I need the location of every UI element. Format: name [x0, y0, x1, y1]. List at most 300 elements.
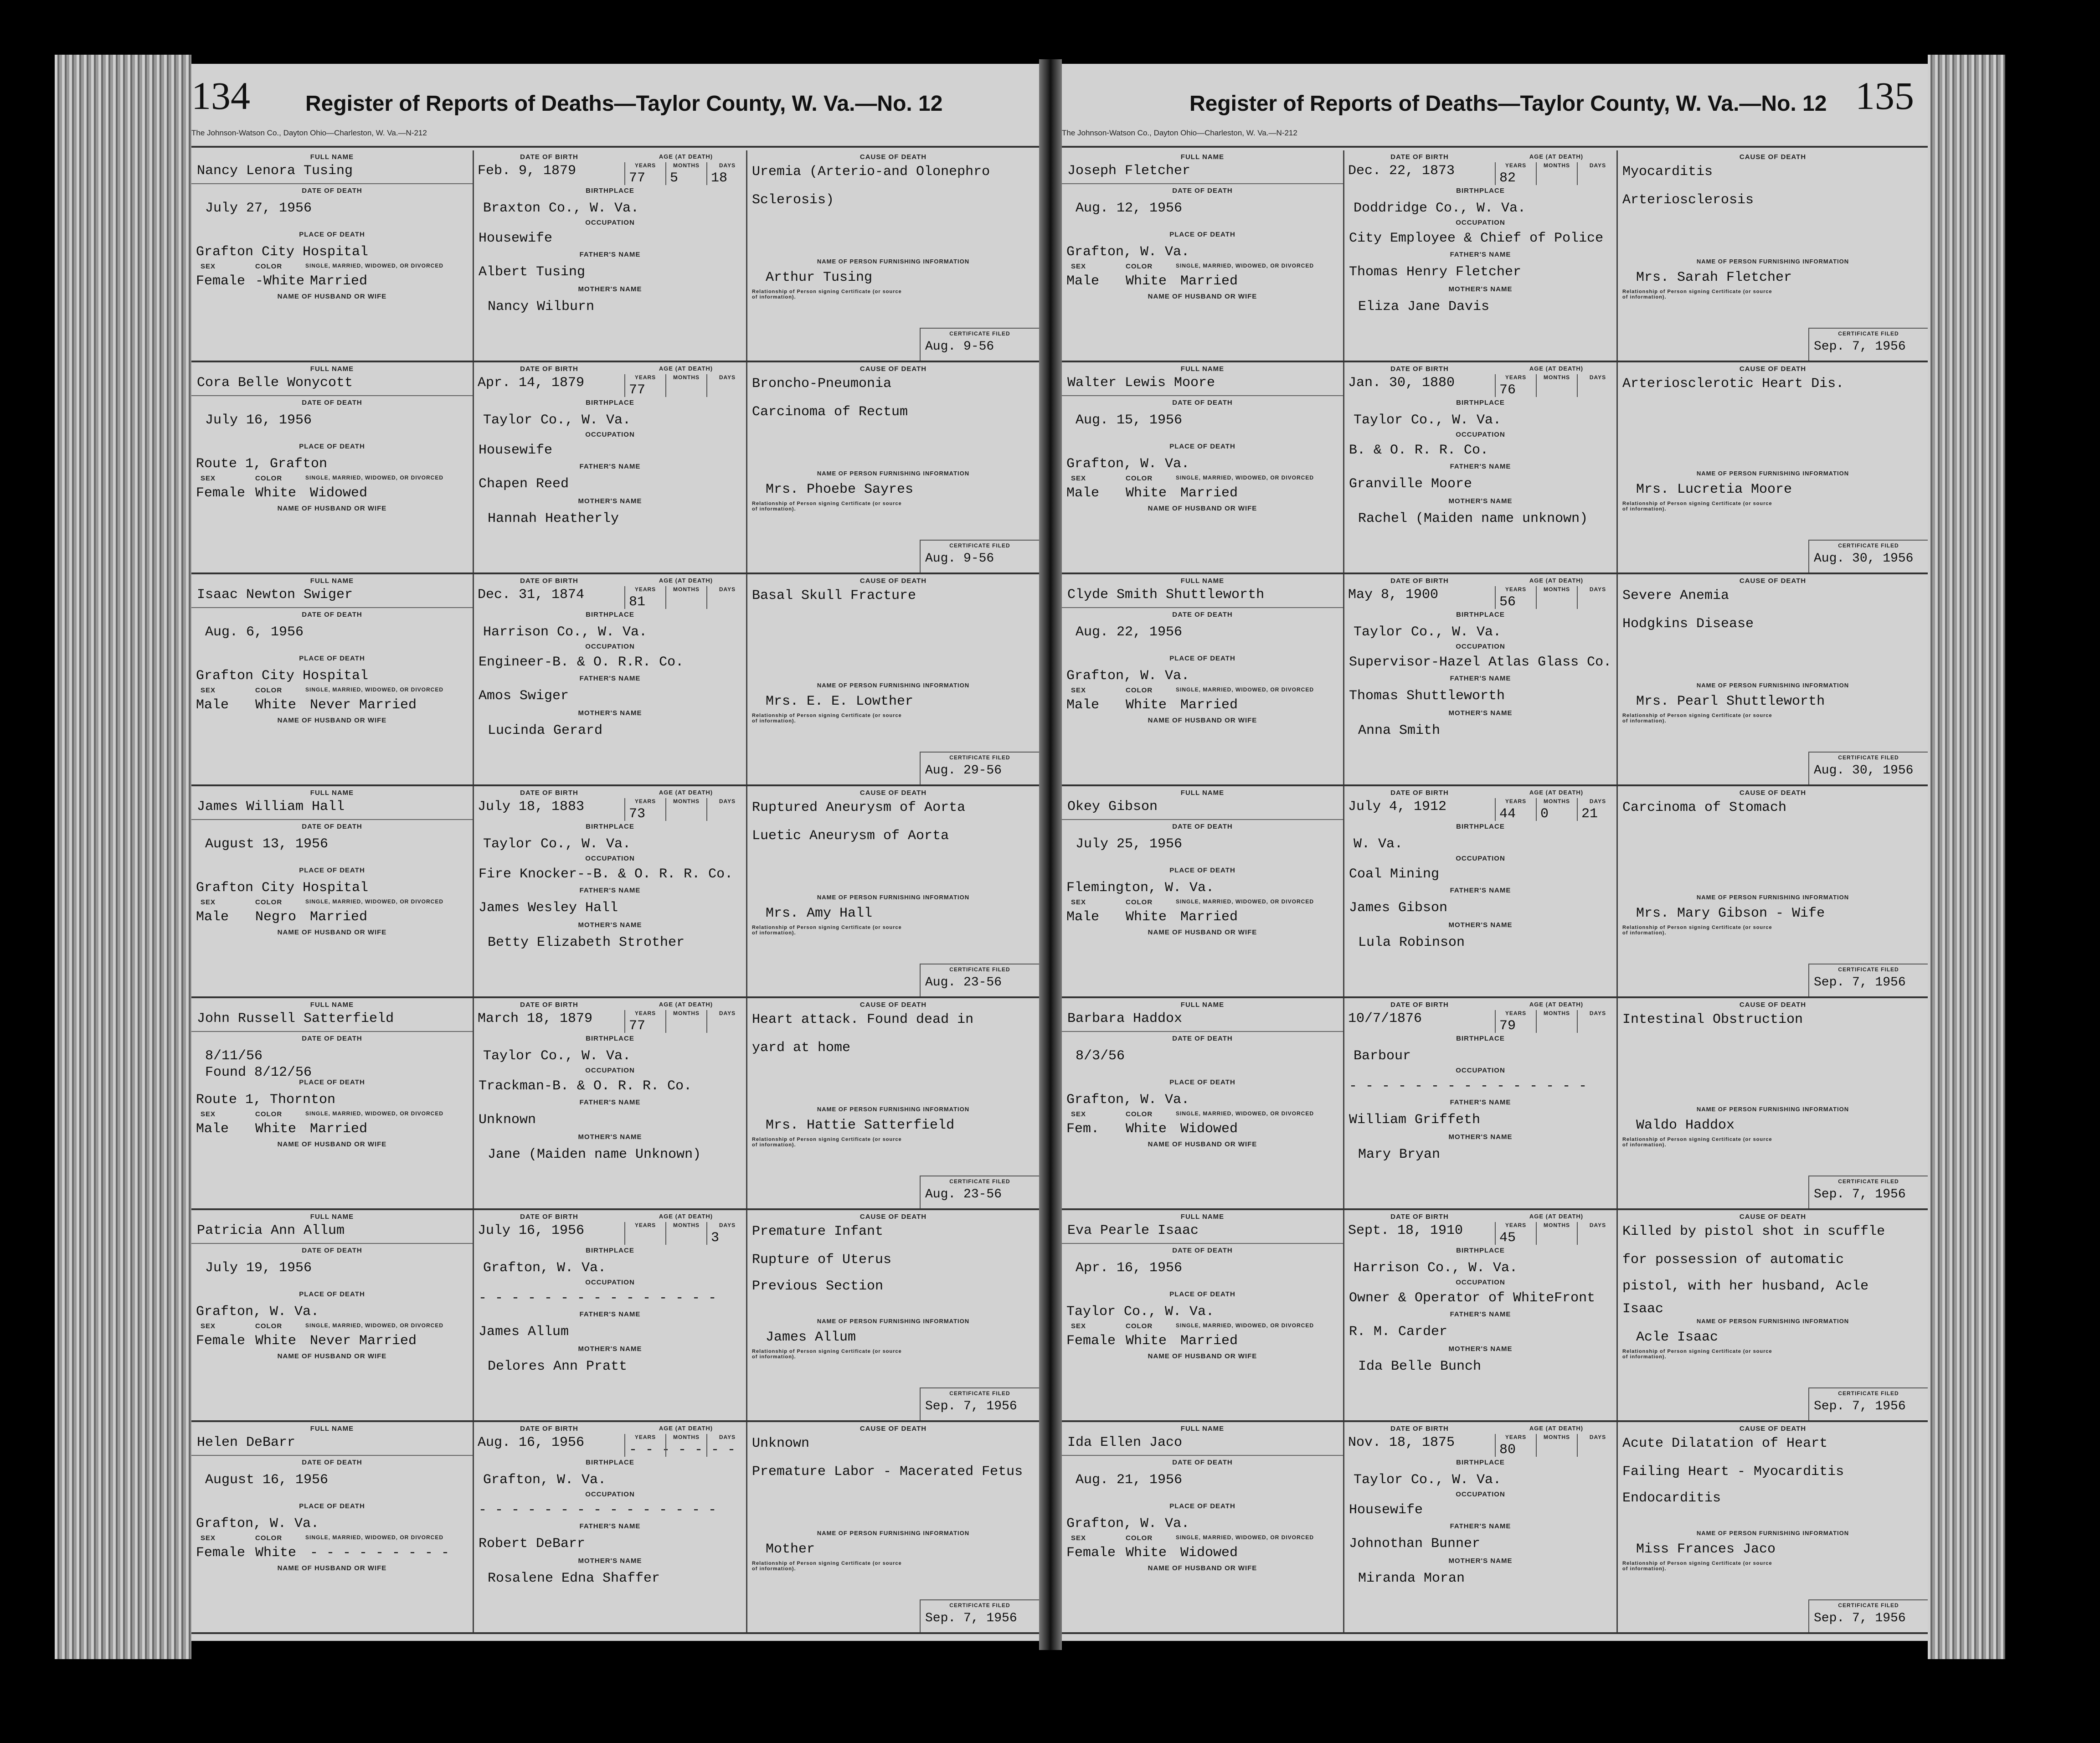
- full-name-value: Helen DeBarr: [197, 1435, 296, 1450]
- label-birthplace: BIRTHPLACE: [1456, 399, 1505, 407]
- label-birthplace: BIRTHPLACE: [1456, 1459, 1505, 1466]
- label-occupation: OCCUPATION: [1456, 1279, 1505, 1286]
- occupation-value: Housewife: [479, 443, 553, 458]
- informant-value: Miss Frances Jaco: [1636, 1542, 1776, 1557]
- age-at-death-box: [624, 365, 747, 397]
- label-mothers-name: MOTHER'S NAME: [1448, 709, 1513, 717]
- marital-value: Never Married: [310, 697, 417, 713]
- mothers-name-value: Betty Elizabeth Strother: [488, 935, 685, 950]
- age-years-cell: [624, 798, 665, 821]
- certificate-filed-value: Sep. 7, 1956: [1814, 975, 1906, 990]
- fathers-name-value: Albert Tusing: [479, 264, 586, 280]
- label-occupation: OCCUPATION: [1456, 643, 1505, 650]
- label-certificate-filed: CERTIFICATE FILED: [1838, 1390, 1899, 1397]
- label-relationship: Relationship of Person signing Certificate (or source of information).: [1622, 289, 1772, 300]
- label-occupation: OCCUPATION: [585, 219, 635, 227]
- birthplace-value: Taylor Co., W. Va.: [483, 413, 631, 428]
- label-certificate-filed: CERTIFICATE FILED: [949, 542, 1010, 549]
- record-cause-column: [747, 574, 1039, 784]
- certificate-filed-box: [920, 752, 1039, 784]
- label-date-of-death: DATE OF DEATH: [302, 1035, 362, 1042]
- cause-of-death-line-4: Isaac: [1622, 1301, 1664, 1317]
- age-days-cell: [1577, 374, 1618, 397]
- age-years-cell: [1495, 162, 1536, 185]
- label-date-of-birth: DATE OF BIRTH: [520, 789, 578, 797]
- fathers-name-value: James Allum: [479, 1324, 569, 1340]
- birthplace-value: Harrison Co., W. Va.: [1354, 1260, 1518, 1276]
- age-days-value: 18: [711, 170, 728, 186]
- marital-value: Married: [310, 273, 368, 289]
- label-sex: SEX: [1071, 1322, 1086, 1330]
- death-record: [1062, 1210, 1928, 1422]
- label-sex: SEX: [1071, 263, 1086, 270]
- label-mothers-name: MOTHER'S NAME: [578, 285, 642, 293]
- age-years-value: 45: [1499, 1230, 1516, 1246]
- label-color: COLOR: [255, 898, 283, 906]
- label-months: MONTHS: [673, 1222, 700, 1228]
- label-birthplace: BIRTHPLACE: [586, 187, 634, 195]
- fathers-name-value: James Gibson: [1349, 900, 1448, 916]
- birthplace-value: W. Va.: [1354, 836, 1403, 852]
- label-birthplace: BIRTHPLACE: [586, 823, 634, 830]
- label-marital: SINGLE, MARRIED, WIDOWED, OR DIVORCED: [305, 1534, 444, 1541]
- cause-of-death-line-1: Uremia (Arterio-and Olonephro: [752, 164, 990, 180]
- name-underline: [191, 395, 473, 396]
- age-at-death-box: [624, 1425, 747, 1457]
- label-cause-of-death: CAUSE OF DEATH: [860, 1001, 927, 1009]
- name-underline: [1062, 607, 1343, 608]
- label-spouse: NAME OF HUSBAND OR WIFE: [277, 1564, 387, 1572]
- label-full-name: FULL NAME: [310, 789, 354, 797]
- age-days-cell: [706, 162, 747, 185]
- label-relationship: Relationship of Person signing Certificate (or source of information).: [752, 1349, 902, 1360]
- color-value: White: [255, 1545, 297, 1561]
- label-days: DAYS: [1589, 374, 1606, 381]
- left-page-number: 134: [191, 74, 250, 118]
- record-personal-column: [191, 1422, 474, 1632]
- color-value: White: [255, 1121, 297, 1137]
- certificate-filed-box: [1808, 964, 1928, 996]
- age-years-value: 80: [1499, 1442, 1516, 1458]
- label-color: COLOR: [1126, 263, 1153, 270]
- age-months-cell: [1536, 162, 1577, 185]
- age-years-cell: [624, 586, 665, 609]
- age-years-cell: [624, 1222, 665, 1245]
- label-place-of-death: PLACE OF DEATH: [299, 866, 365, 874]
- mothers-name-value: Eliza Jane Davis: [1358, 299, 1490, 315]
- name-underline: [1062, 819, 1343, 820]
- certificate-filed-box: [920, 1176, 1039, 1208]
- label-mothers-name: MOTHER'S NAME: [578, 921, 642, 929]
- right-page-number: 135: [1855, 74, 1914, 118]
- full-name-value: Okey Gibson: [1067, 799, 1158, 815]
- label-full-name: FULL NAME: [310, 365, 354, 373]
- date-of-birth-value: July 16, 1956: [478, 1223, 585, 1238]
- label-marital: SINGLE, MARRIED, WIDOWED, OR DIVORCED: [305, 1110, 444, 1117]
- marital-value: Married: [310, 1121, 368, 1137]
- label-fathers-name: FATHER'S NAME: [579, 675, 641, 682]
- label-mothers-name: MOTHER'S NAME: [578, 1133, 642, 1141]
- birthplace-value: Taylor Co., W. Va.: [1354, 1472, 1502, 1488]
- age-months-cell: [1536, 1222, 1577, 1245]
- label-marital: SINGLE, MARRIED, WIDOWED, OR DIVORCED: [1176, 686, 1314, 693]
- marital-value: Married: [1180, 1333, 1238, 1349]
- label-years: YEARS: [634, 586, 656, 593]
- record-parent-column: [474, 150, 747, 361]
- certificate-filed-box: [920, 964, 1039, 996]
- label-months: MONTHS: [673, 798, 700, 804]
- label-informant: NAME OF PERSON FURNISHING INFORMATION: [817, 894, 970, 901]
- age-years-value: 76: [1499, 382, 1516, 398]
- label-spouse: NAME OF HUSBAND OR WIFE: [277, 293, 387, 300]
- label-date-of-birth: DATE OF BIRTH: [520, 1001, 578, 1009]
- cause-of-death-line-2: Sclerosis): [752, 192, 834, 208]
- name-underline: [1062, 1455, 1343, 1456]
- cause-of-death-line-1: Ruptured Aneurysm of Aorta: [752, 800, 966, 815]
- certificate-filed-value: Sep. 7, 1956: [1814, 1399, 1906, 1413]
- label-years: YEARS: [1505, 1222, 1527, 1228]
- death-record: [1062, 150, 1928, 362]
- age-months-cell: [665, 1434, 706, 1457]
- fathers-name-value: Thomas Shuttleworth: [1349, 688, 1505, 704]
- label-days: DAYS: [1589, 586, 1606, 593]
- label-relationship: Relationship of Person signing Certificate (or source of information).: [1622, 1349, 1772, 1360]
- informant-value: Waldo Haddox: [1636, 1118, 1735, 1133]
- label-relationship: Relationship of Person signing Certificate (or source of information).: [1622, 501, 1772, 512]
- age-days-cell: [1577, 586, 1618, 609]
- label-color: COLOR: [255, 1534, 283, 1542]
- name-underline: [1062, 395, 1343, 396]
- age-years-cell: [624, 162, 665, 185]
- sex-value: Male: [196, 697, 229, 713]
- informant-value: Mrs. Mary Gibson - Wife: [1636, 906, 1825, 921]
- mothers-name-value: Lucinda Gerard: [488, 723, 603, 738]
- record-cause-column: [747, 150, 1039, 361]
- label-date-of-birth: DATE OF BIRTH: [520, 365, 578, 373]
- age-months-cell: [665, 586, 706, 609]
- place-of-death-value: Grafton, W. Va.: [196, 1304, 319, 1320]
- sex-value: Female: [196, 273, 246, 289]
- mothers-name-value: Mary Bryan: [1358, 1147, 1441, 1162]
- death-record: [1062, 786, 1928, 998]
- certificate-filed-box: [1808, 752, 1928, 784]
- age-days-cell: [1577, 1434, 1618, 1457]
- label-date-of-death: DATE OF DEATH: [302, 1247, 362, 1254]
- certificate-filed-value: Aug. 9-56: [925, 552, 994, 566]
- label-relationship: Relationship of Person signing Certificate (or source of information).: [752, 1561, 902, 1572]
- name-underline: [191, 183, 473, 184]
- cause-of-death-line-1: Arteriosclerotic Heart Dis.: [1622, 376, 1844, 392]
- label-sex: SEX: [1071, 474, 1086, 482]
- cause-of-death-line-1: Myocarditis: [1622, 164, 1713, 180]
- date-of-death-value: August 16, 1956: [205, 1472, 329, 1488]
- name-underline: [1062, 1031, 1343, 1032]
- name-underline: [191, 1243, 473, 1244]
- label-full-name: FULL NAME: [1180, 1001, 1225, 1009]
- label-mothers-name: MOTHER'S NAME: [578, 709, 642, 717]
- record-parent-column: [474, 998, 747, 1208]
- occupation-value: Supervisor-Hazel Atlas Glass Co.: [1349, 655, 1612, 670]
- label-full-name: FULL NAME: [1180, 789, 1225, 797]
- age-years-value: 77: [629, 1018, 646, 1034]
- label-color: COLOR: [1126, 1322, 1153, 1330]
- age-months-cell: [665, 798, 706, 821]
- name-underline: [1062, 183, 1343, 184]
- label-informant: NAME OF PERSON FURNISHING INFORMATION: [1696, 470, 1849, 477]
- informant-value: Mrs. Phoebe Sayres: [766, 482, 914, 497]
- label-age: AGE (AT DEATH): [659, 1001, 713, 1008]
- mothers-name-value: Hannah Heatherly: [488, 511, 619, 526]
- full-name-value: Ida Ellen Jaco: [1067, 1435, 1183, 1450]
- fathers-name-value: William Griffeth: [1349, 1112, 1481, 1128]
- sex-value: Fem.: [1066, 1121, 1100, 1137]
- right-page: [1062, 64, 1928, 1641]
- label-spouse: NAME OF HUSBAND OR WIFE: [277, 1352, 387, 1360]
- label-age: AGE (AT DEATH): [1529, 789, 1584, 796]
- label-color: COLOR: [255, 263, 283, 270]
- label-days: DAYS: [1589, 162, 1606, 169]
- label-marital: SINGLE, MARRIED, WIDOWED, OR DIVORCED: [1176, 1110, 1314, 1117]
- label-full-name: FULL NAME: [1180, 1425, 1225, 1433]
- label-marital: SINGLE, MARRIED, WIDOWED, OR DIVORCED: [305, 474, 444, 481]
- label-full-name: FULL NAME: [1180, 153, 1225, 161]
- age-days-cell: [1577, 162, 1618, 185]
- marital-value: Widowed: [1180, 1545, 1238, 1561]
- label-relationship: Relationship of Person signing Certificate (or source of information).: [1622, 925, 1772, 936]
- record-cause-column: [1618, 574, 1928, 784]
- full-name-value: Joseph Fletcher: [1067, 163, 1191, 179]
- occupation-value: City Employee & Chief of Police: [1349, 231, 1604, 246]
- record-personal-column: [191, 574, 474, 784]
- label-years: YEARS: [634, 1010, 656, 1016]
- full-name-value: John Russell Satterfield: [197, 1011, 394, 1026]
- record-cause-column: [1618, 150, 1928, 361]
- label-age: AGE (AT DEATH): [1529, 365, 1584, 372]
- label-certificate-filed: CERTIFICATE FILED: [949, 330, 1010, 337]
- age-years-value: 81: [629, 594, 646, 610]
- record-personal-column: [1062, 362, 1344, 572]
- label-days: DAYS: [719, 1010, 736, 1016]
- label-date-of-death: DATE OF DEATH: [1172, 187, 1233, 195]
- place-of-death-value: Grafton, W. Va.: [196, 1516, 319, 1532]
- label-date-of-death: DATE OF DEATH: [1172, 823, 1233, 830]
- label-months: MONTHS: [673, 1010, 700, 1016]
- occupation-value: Fire Knocker--B. & O. R. R. Co.: [479, 866, 733, 882]
- record-personal-column: [191, 1210, 474, 1420]
- label-mothers-name: MOTHER'S NAME: [1448, 1557, 1513, 1565]
- label-cause-of-death: CAUSE OF DEATH: [860, 1213, 927, 1221]
- record-parent-column: [474, 574, 747, 784]
- record-personal-column: [1062, 574, 1344, 784]
- occupation-value: Coal Mining: [1349, 866, 1440, 882]
- label-age: AGE (AT DEATH): [1529, 153, 1584, 160]
- label-occupation: OCCUPATION: [585, 643, 635, 650]
- date-of-birth-value: Sept. 18, 1910: [1348, 1223, 1463, 1238]
- label-birthplace: BIRTHPLACE: [1456, 823, 1505, 830]
- label-years: YEARS: [634, 374, 656, 381]
- age-at-death-box: [624, 1213, 747, 1245]
- label-relationship: Relationship of Person signing Certificate (or source of information).: [1622, 1137, 1772, 1148]
- cause-of-death-line-2: yard at home: [752, 1040, 851, 1056]
- label-informant: NAME OF PERSON FURNISHING INFORMATION: [817, 1530, 970, 1537]
- age-months-cell: [665, 1222, 706, 1245]
- certificate-filed-value: Sep. 7, 1956: [1814, 1187, 1906, 1202]
- sex-value: Female: [1066, 1545, 1116, 1561]
- informant-value: Mrs. E. E. Lowther: [766, 694, 914, 709]
- label-date-of-birth: DATE OF BIRTH: [1390, 1001, 1449, 1009]
- age-years-value: 56: [1499, 594, 1516, 610]
- marital-value: Married: [310, 909, 368, 925]
- label-place-of-death: PLACE OF DEATH: [299, 655, 365, 662]
- age-days-cell: [1577, 1222, 1618, 1245]
- date-of-death-value: Aug. 12, 1956: [1076, 201, 1183, 216]
- cause-of-death-line-3: Endocarditis: [1622, 1490, 1721, 1506]
- label-spouse: NAME OF HUSBAND OR WIFE: [277, 928, 387, 936]
- label-cause-of-death: CAUSE OF DEATH: [860, 1425, 927, 1433]
- place-of-death-value: Grafton, W. Va.: [1066, 1516, 1190, 1532]
- date-of-birth-value: July 4, 1912: [1348, 799, 1447, 815]
- label-place-of-death: PLACE OF DEATH: [1169, 231, 1235, 238]
- label-age: AGE (AT DEATH): [659, 153, 713, 160]
- birthplace-value: Taylor Co., W. Va.: [1354, 413, 1502, 428]
- label-years: YEARS: [1505, 374, 1527, 381]
- label-marital: SINGLE, MARRIED, WIDOWED, OR DIVORCED: [1176, 1534, 1314, 1541]
- label-cause-of-death: CAUSE OF DEATH: [860, 789, 927, 797]
- label-full-name: FULL NAME: [310, 577, 354, 585]
- label-mothers-name: MOTHER'S NAME: [1448, 1345, 1513, 1353]
- date-of-birth-value: March 18, 1879: [478, 1011, 593, 1026]
- label-informant: NAME OF PERSON FURNISHING INFORMATION: [1696, 1106, 1849, 1113]
- age-years-value: 44: [1499, 806, 1516, 822]
- age-months-cell: [665, 374, 706, 397]
- label-place-of-death: PLACE OF DEATH: [1169, 1290, 1235, 1298]
- label-marital: SINGLE, MARRIED, WIDOWED, OR DIVORCED: [1176, 898, 1314, 905]
- age-months-cell: [1536, 798, 1577, 821]
- label-relationship: Relationship of Person signing Certificate (or source of information).: [752, 925, 902, 936]
- age-days-cell: [706, 1434, 747, 1457]
- record-cause-column: [747, 786, 1039, 996]
- label-certificate-filed: CERTIFICATE FILED: [949, 966, 1010, 973]
- label-informant: NAME OF PERSON FURNISHING INFORMATION: [817, 258, 970, 265]
- right-page-header: [1062, 64, 1928, 148]
- label-months: MONTHS: [1544, 586, 1570, 593]
- label-sex: SEX: [201, 1322, 216, 1330]
- record-cause-column: [1618, 1422, 1928, 1632]
- record-personal-column: [1062, 786, 1344, 996]
- mothers-name-value: Ida Belle Bunch: [1358, 1359, 1482, 1374]
- label-sex: SEX: [1071, 1110, 1086, 1118]
- label-days: DAYS: [1589, 1222, 1606, 1228]
- occupation-value: - - - - - - - - - - - - - - -: [479, 1502, 717, 1518]
- date-of-death-value: July 19, 1956: [205, 1260, 312, 1276]
- record-cause-column: [1618, 362, 1928, 572]
- date-found-value: Found 8/12/56: [205, 1065, 312, 1080]
- record-cause-column: [747, 998, 1039, 1208]
- marital-value: Widowed: [310, 485, 368, 501]
- label-informant: NAME OF PERSON FURNISHING INFORMATION: [1696, 1530, 1849, 1537]
- label-date-of-death: DATE OF DEATH: [1172, 611, 1233, 619]
- label-sex: SEX: [201, 1534, 216, 1542]
- cause-of-death-line-1: Carcinoma of Stomach: [1622, 800, 1787, 815]
- label-informant: NAME OF PERSON FURNISHING INFORMATION: [1696, 1318, 1849, 1325]
- date-of-death-value: July 25, 1956: [1076, 836, 1183, 852]
- label-date-of-birth: DATE OF BIRTH: [1390, 1213, 1449, 1221]
- label-spouse: NAME OF HUSBAND OR WIFE: [1148, 717, 1257, 724]
- marital-value: Married: [1180, 485, 1238, 501]
- label-years: YEARS: [1505, 162, 1527, 169]
- birthplace-value: Doddridge Co., W. Va.: [1354, 201, 1526, 216]
- label-date-of-death: DATE OF DEATH: [1172, 1247, 1233, 1254]
- cause-of-death-line-1: Killed by pistol shot in scuffle: [1622, 1224, 1885, 1239]
- label-date-of-death: DATE OF DEATH: [302, 611, 362, 619]
- label-cause-of-death: CAUSE OF DEATH: [860, 365, 927, 373]
- left-page-header: [191, 64, 1039, 148]
- label-occupation: OCCUPATION: [1456, 219, 1505, 227]
- death-record: [191, 1422, 1039, 1634]
- label-marital: SINGLE, MARRIED, WIDOWED, OR DIVORCED: [1176, 263, 1314, 269]
- marital-value: Married: [1180, 273, 1238, 289]
- occupation-value: Engineer-B. & O. R.R. Co.: [479, 655, 684, 670]
- place-of-death-value: Grafton City Hospital: [196, 668, 369, 684]
- label-certificate-filed: CERTIFICATE FILED: [1838, 966, 1899, 973]
- label-date-of-death: DATE OF DEATH: [1172, 1035, 1233, 1042]
- record-cause-column: [1618, 786, 1928, 996]
- label-months: MONTHS: [673, 162, 700, 169]
- label-months: MONTHS: [1544, 1434, 1570, 1440]
- label-place-of-death: PLACE OF DEATH: [299, 1290, 365, 1298]
- certificate-filed-value: Sep. 7, 1956: [925, 1399, 1017, 1413]
- label-months: MONTHS: [1544, 162, 1570, 169]
- informant-value: Arthur Tusing: [766, 270, 873, 285]
- label-birthplace: BIRTHPLACE: [1456, 1035, 1505, 1042]
- label-occupation: OCCUPATION: [1456, 1490, 1505, 1498]
- label-birthplace: BIRTHPLACE: [586, 399, 634, 407]
- label-date-of-birth: DATE OF BIRTH: [1390, 365, 1449, 373]
- name-underline: [1062, 1243, 1343, 1244]
- label-place-of-death: PLACE OF DEATH: [1169, 1078, 1235, 1086]
- date-of-birth-value: Aug. 16, 1956: [478, 1435, 585, 1450]
- label-cause-of-death: CAUSE OF DEATH: [1739, 577, 1807, 585]
- label-place-of-death: PLACE OF DEATH: [1169, 443, 1235, 450]
- birthplace-value: Braxton Co., W. Va.: [483, 201, 639, 216]
- occupation-value: - - - - - - - - - - - - - - -: [479, 1290, 717, 1306]
- name-underline: [191, 607, 473, 608]
- label-certificate-filed: CERTIFICATE FILED: [1838, 754, 1899, 761]
- marital-value: - - - - - - - - -: [310, 1545, 450, 1561]
- label-age: AGE (AT DEATH): [1529, 577, 1584, 584]
- date-of-death-value: Aug. 22, 1956: [1076, 624, 1183, 640]
- label-cause-of-death: CAUSE OF DEATH: [1739, 789, 1807, 797]
- date-of-death-value: July 16, 1956: [205, 413, 312, 428]
- age-days-cell: [706, 586, 747, 609]
- cause-of-death-line-1: Unknown: [752, 1436, 810, 1451]
- label-sex: SEX: [201, 474, 216, 482]
- label-relationship: Relationship of Person signing Certificate (or source of information).: [1622, 713, 1772, 724]
- label-relationship: Relationship of Person signing Certificate (or source of information).: [752, 1137, 902, 1148]
- label-spouse: NAME OF HUSBAND OR WIFE: [277, 1140, 387, 1148]
- age-months-value: 0: [1540, 806, 1549, 822]
- informant-value: Mrs. Amy Hall: [766, 906, 873, 921]
- record-personal-column: [191, 362, 474, 572]
- age-at-death-box: [1495, 365, 1618, 397]
- label-full-name: FULL NAME: [1180, 1213, 1225, 1221]
- full-name-value: Cora Belle Wonycott: [197, 375, 353, 391]
- fathers-name-value: James Wesley Hall: [479, 900, 618, 916]
- mothers-name-value: Rosalene Edna Shaffer: [488, 1571, 660, 1586]
- record-parent-column: [474, 786, 747, 996]
- certificate-filed-box: [920, 1387, 1039, 1420]
- label-fathers-name: FATHER'S NAME: [1450, 463, 1511, 470]
